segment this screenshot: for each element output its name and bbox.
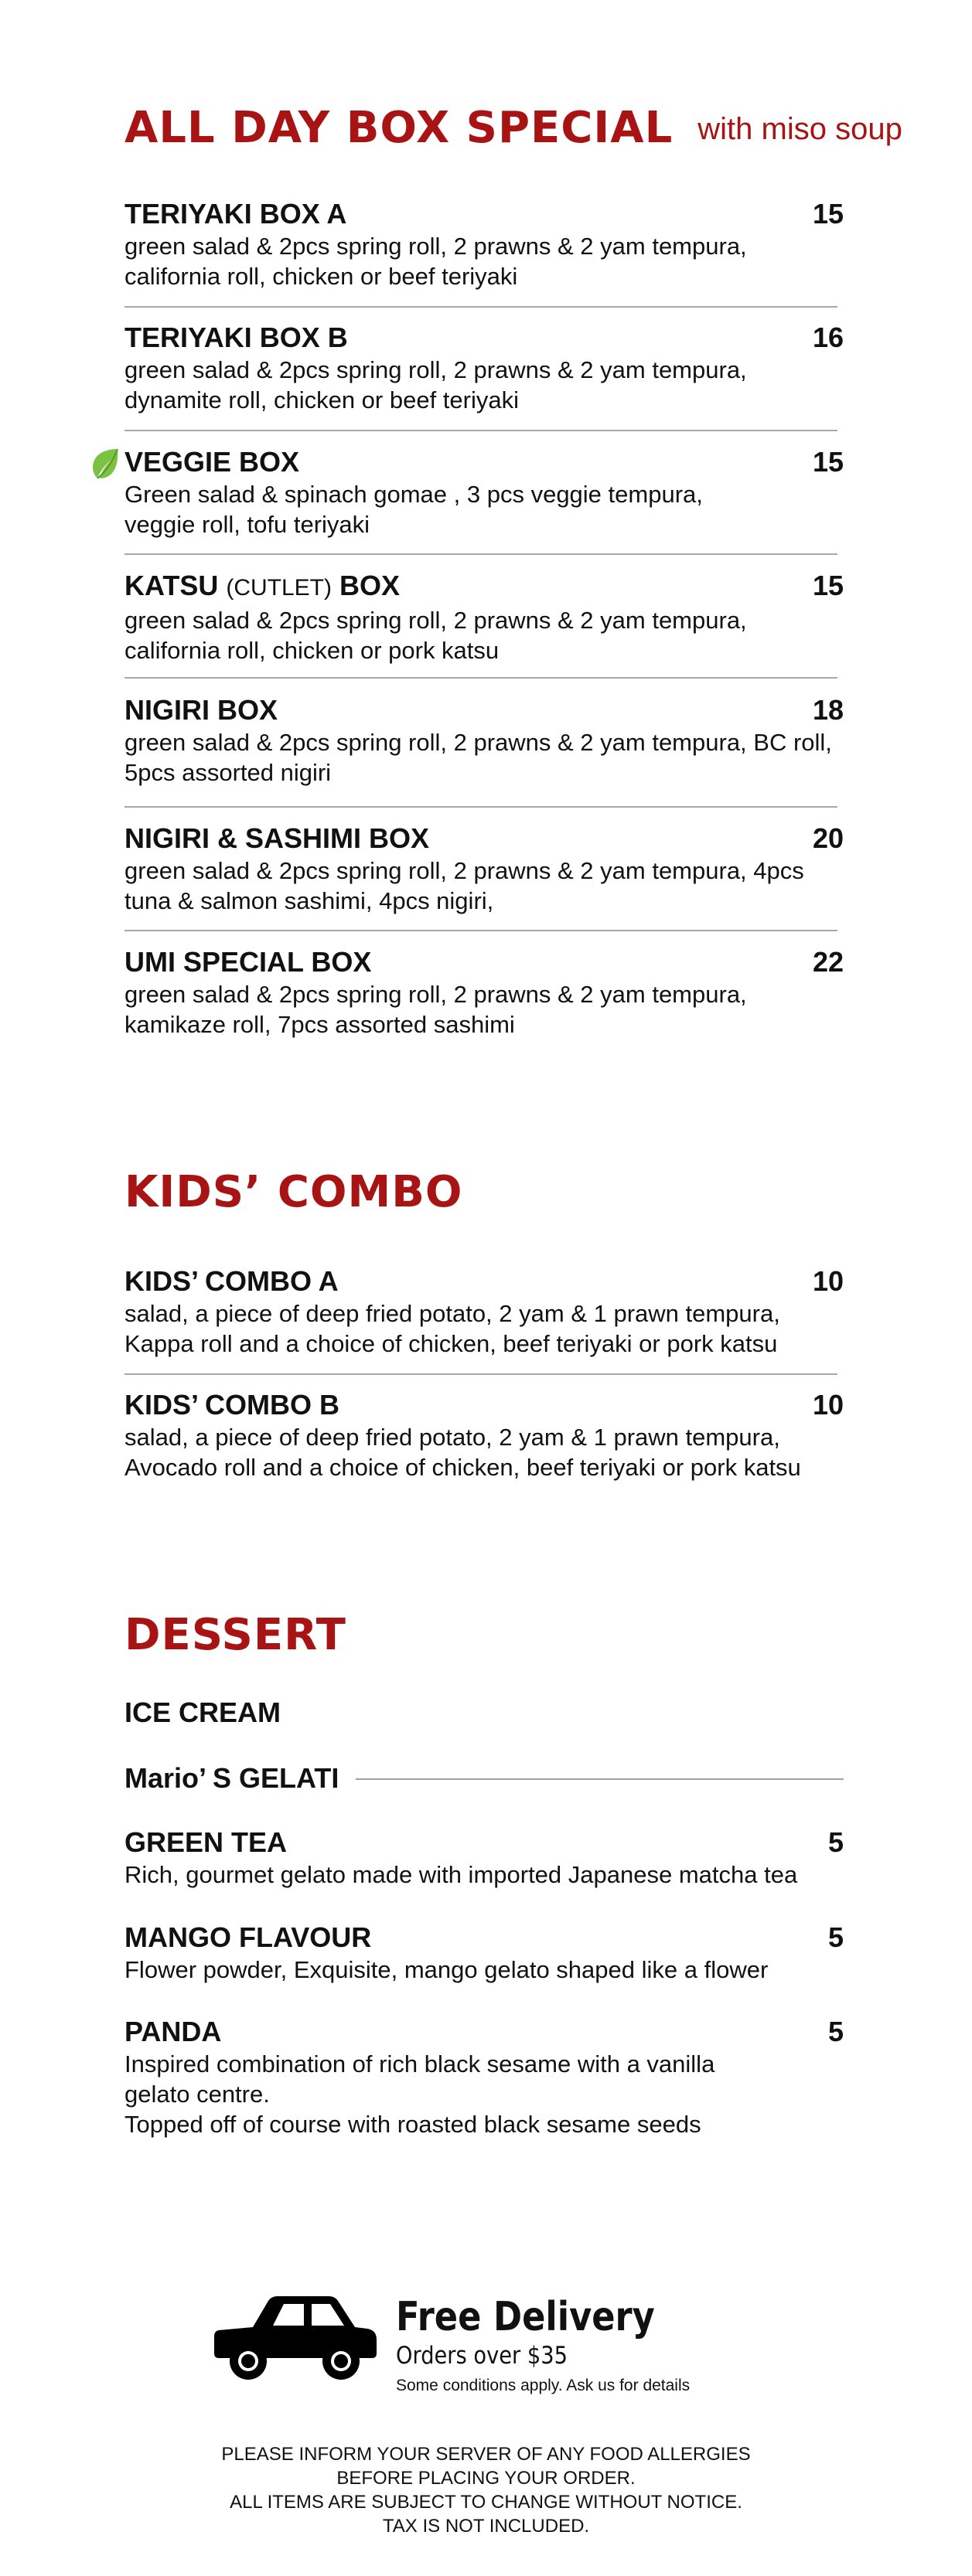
item-price: 15 bbox=[812, 446, 844, 478]
divider bbox=[124, 930, 837, 931]
item-description: Inspired combination of rich black sesame with a vanilla gelato centre. Topped off of course with roasted black sesame seeds bbox=[124, 2050, 715, 2138]
item-name: KIDS’ COMBO B bbox=[124, 1389, 340, 1421]
item-description: green salad & 2pcs spring roll, 2 prawns & 2 yam tempura, dynamite roll, chicken or beef teriyaki bbox=[124, 356, 747, 413]
item-description: green salad & 2pcs spring roll, 2 prawns & 2 yam tempura, 4pcs tuna & salmon sashimi, 4pcs nigiri, bbox=[124, 857, 804, 914]
item-price: 16 bbox=[812, 322, 844, 353]
item-description: green salad & 2pcs spring roll, 2 prawns & 2 yam tempura, kamikaze roll, 7pcs assorted sashimi bbox=[124, 981, 747, 1038]
kids-combo-title: KIDS’ COMBO bbox=[124, 1167, 463, 1217]
item-description: salad, a piece of deep fried potato, 2 yam & 1 prawn tempura, Kappa roll and a choice of chicken, beef teriyaki or pork katsu bbox=[124, 1300, 780, 1357]
menu-item-teriyaki-box-a bbox=[124, 198, 844, 291]
notice-line: PLEASE INFORM YOUR SERVER OF ANY FOOD ALLERGIES bbox=[221, 2444, 751, 2465]
divider bbox=[124, 677, 837, 679]
divider bbox=[124, 1373, 837, 1375]
item-description: Flower powder, Exquisite, mango gelato shaped like a flower bbox=[124, 1956, 769, 1983]
item-name: TERIYAKI BOX B bbox=[124, 322, 348, 353]
item-name: KATSU (CUTLET) BOX bbox=[124, 570, 401, 601]
notice-line: ALL ITEMS ARE SUBJECT TO CHANGE WITHOUT NOTICE. bbox=[230, 2492, 742, 2513]
item-description: green salad & 2pcs spring roll, 2 prawns & 2 yam tempura, california roll, chicken or pork katsu bbox=[124, 607, 747, 664]
menu-item-panda bbox=[124, 2016, 844, 2139]
notice-line: TAX IS NOT INCLUDED. bbox=[382, 2516, 590, 2537]
menu-item-green-tea bbox=[124, 1826, 844, 1890]
box-special-title bbox=[124, 103, 902, 153]
car-icon bbox=[213, 2292, 379, 2380]
item-name: KIDS’ COMBO A bbox=[124, 1265, 339, 1297]
item-description: green salad & 2pcs spring roll, 2 prawns & 2 yam tempura, BC roll, 5pcs assorted nigiri bbox=[124, 729, 832, 786]
item-name: VEGGIE BOX bbox=[124, 446, 300, 478]
free-delivery-subtitle: Orders over $35 bbox=[396, 2342, 568, 2370]
menu-item-teriyaki-box-b bbox=[124, 322, 844, 415]
item-description: Rich, gourmet gelato made with imported Japanese matcha tea bbox=[124, 1861, 798, 1888]
item-name: TERIYAKI BOX A bbox=[124, 198, 347, 230]
menu-item-katsu-box bbox=[124, 570, 844, 665]
item-price: 15 bbox=[812, 198, 844, 230]
notice-line: BEFORE PLACING YOUR ORDER. bbox=[336, 2468, 636, 2489]
divider bbox=[124, 806, 837, 808]
item-price: 20 bbox=[812, 822, 844, 854]
item-price: 5 bbox=[827, 1826, 844, 1858]
item-price: 5 bbox=[827, 1921, 844, 1953]
menu-item-mango-flavour bbox=[124, 1921, 844, 1985]
item-description: green salad & 2pcs spring roll, 2 prawns & 2 yam tempura, california roll, chicken or beef teriyaki bbox=[124, 233, 747, 290]
item-price: 15 bbox=[812, 570, 844, 601]
menu-item-kids-combo-a bbox=[124, 1265, 844, 1359]
menu-item-nigiri-box bbox=[124, 694, 844, 788]
menu-item-umi-special-box bbox=[124, 946, 844, 1040]
item-name: PANDA bbox=[124, 2016, 222, 2047]
item-description: salad, a piece of deep fried potato, 2 yam & 1 prawn tempura, Avocado roll and a choice of chicken, beef teriyaki or pork katsu bbox=[124, 1424, 801, 1481]
item-description: Green salad & spinach gomae , 3 pcs veggie tempura, veggie roll, tofu teriyaki bbox=[124, 481, 703, 538]
divider bbox=[124, 306, 837, 308]
item-name: NIGIRI & SASHIMI BOX bbox=[124, 822, 430, 854]
divider bbox=[124, 553, 837, 555]
item-name: GREEN TEA bbox=[124, 1826, 288, 1858]
section-heading: ALL DAY BOX SPECIAL bbox=[124, 103, 674, 153]
free-delivery-note: Some conditions apply. Ask us for details bbox=[396, 2377, 691, 2394]
item-price: 10 bbox=[812, 1389, 844, 1421]
free-delivery-title: Free Delivery bbox=[396, 2294, 655, 2340]
ice-cream-heading: ICE CREAM bbox=[124, 1696, 281, 1728]
item-price: 5 bbox=[827, 2016, 844, 2047]
item-price: 10 bbox=[812, 1265, 844, 1297]
item-name: UMI SPECIAL BOX bbox=[124, 946, 372, 978]
section-subtitle: with miso soup bbox=[697, 112, 902, 146]
gelati-divider bbox=[356, 1778, 844, 1780]
menu-item-nigiri-sashimi-box bbox=[124, 822, 844, 916]
allergy-notice bbox=[0, 2442, 972, 2538]
menu-item-kids-combo-b bbox=[124, 1389, 844, 1482]
dessert-title: DESSERT bbox=[124, 1610, 346, 1660]
gelati-heading: Mario’ S GELATI bbox=[124, 1762, 339, 1794]
item-price: 22 bbox=[812, 946, 844, 978]
vegetarian-leaf-icon bbox=[90, 447, 121, 480]
divider bbox=[124, 430, 837, 431]
menu-item-veggie-box bbox=[124, 446, 844, 539]
item-name: NIGIRI BOX bbox=[124, 694, 278, 726]
item-price: 18 bbox=[812, 694, 844, 726]
item-name: MANGO FLAVOUR bbox=[124, 1921, 372, 1953]
